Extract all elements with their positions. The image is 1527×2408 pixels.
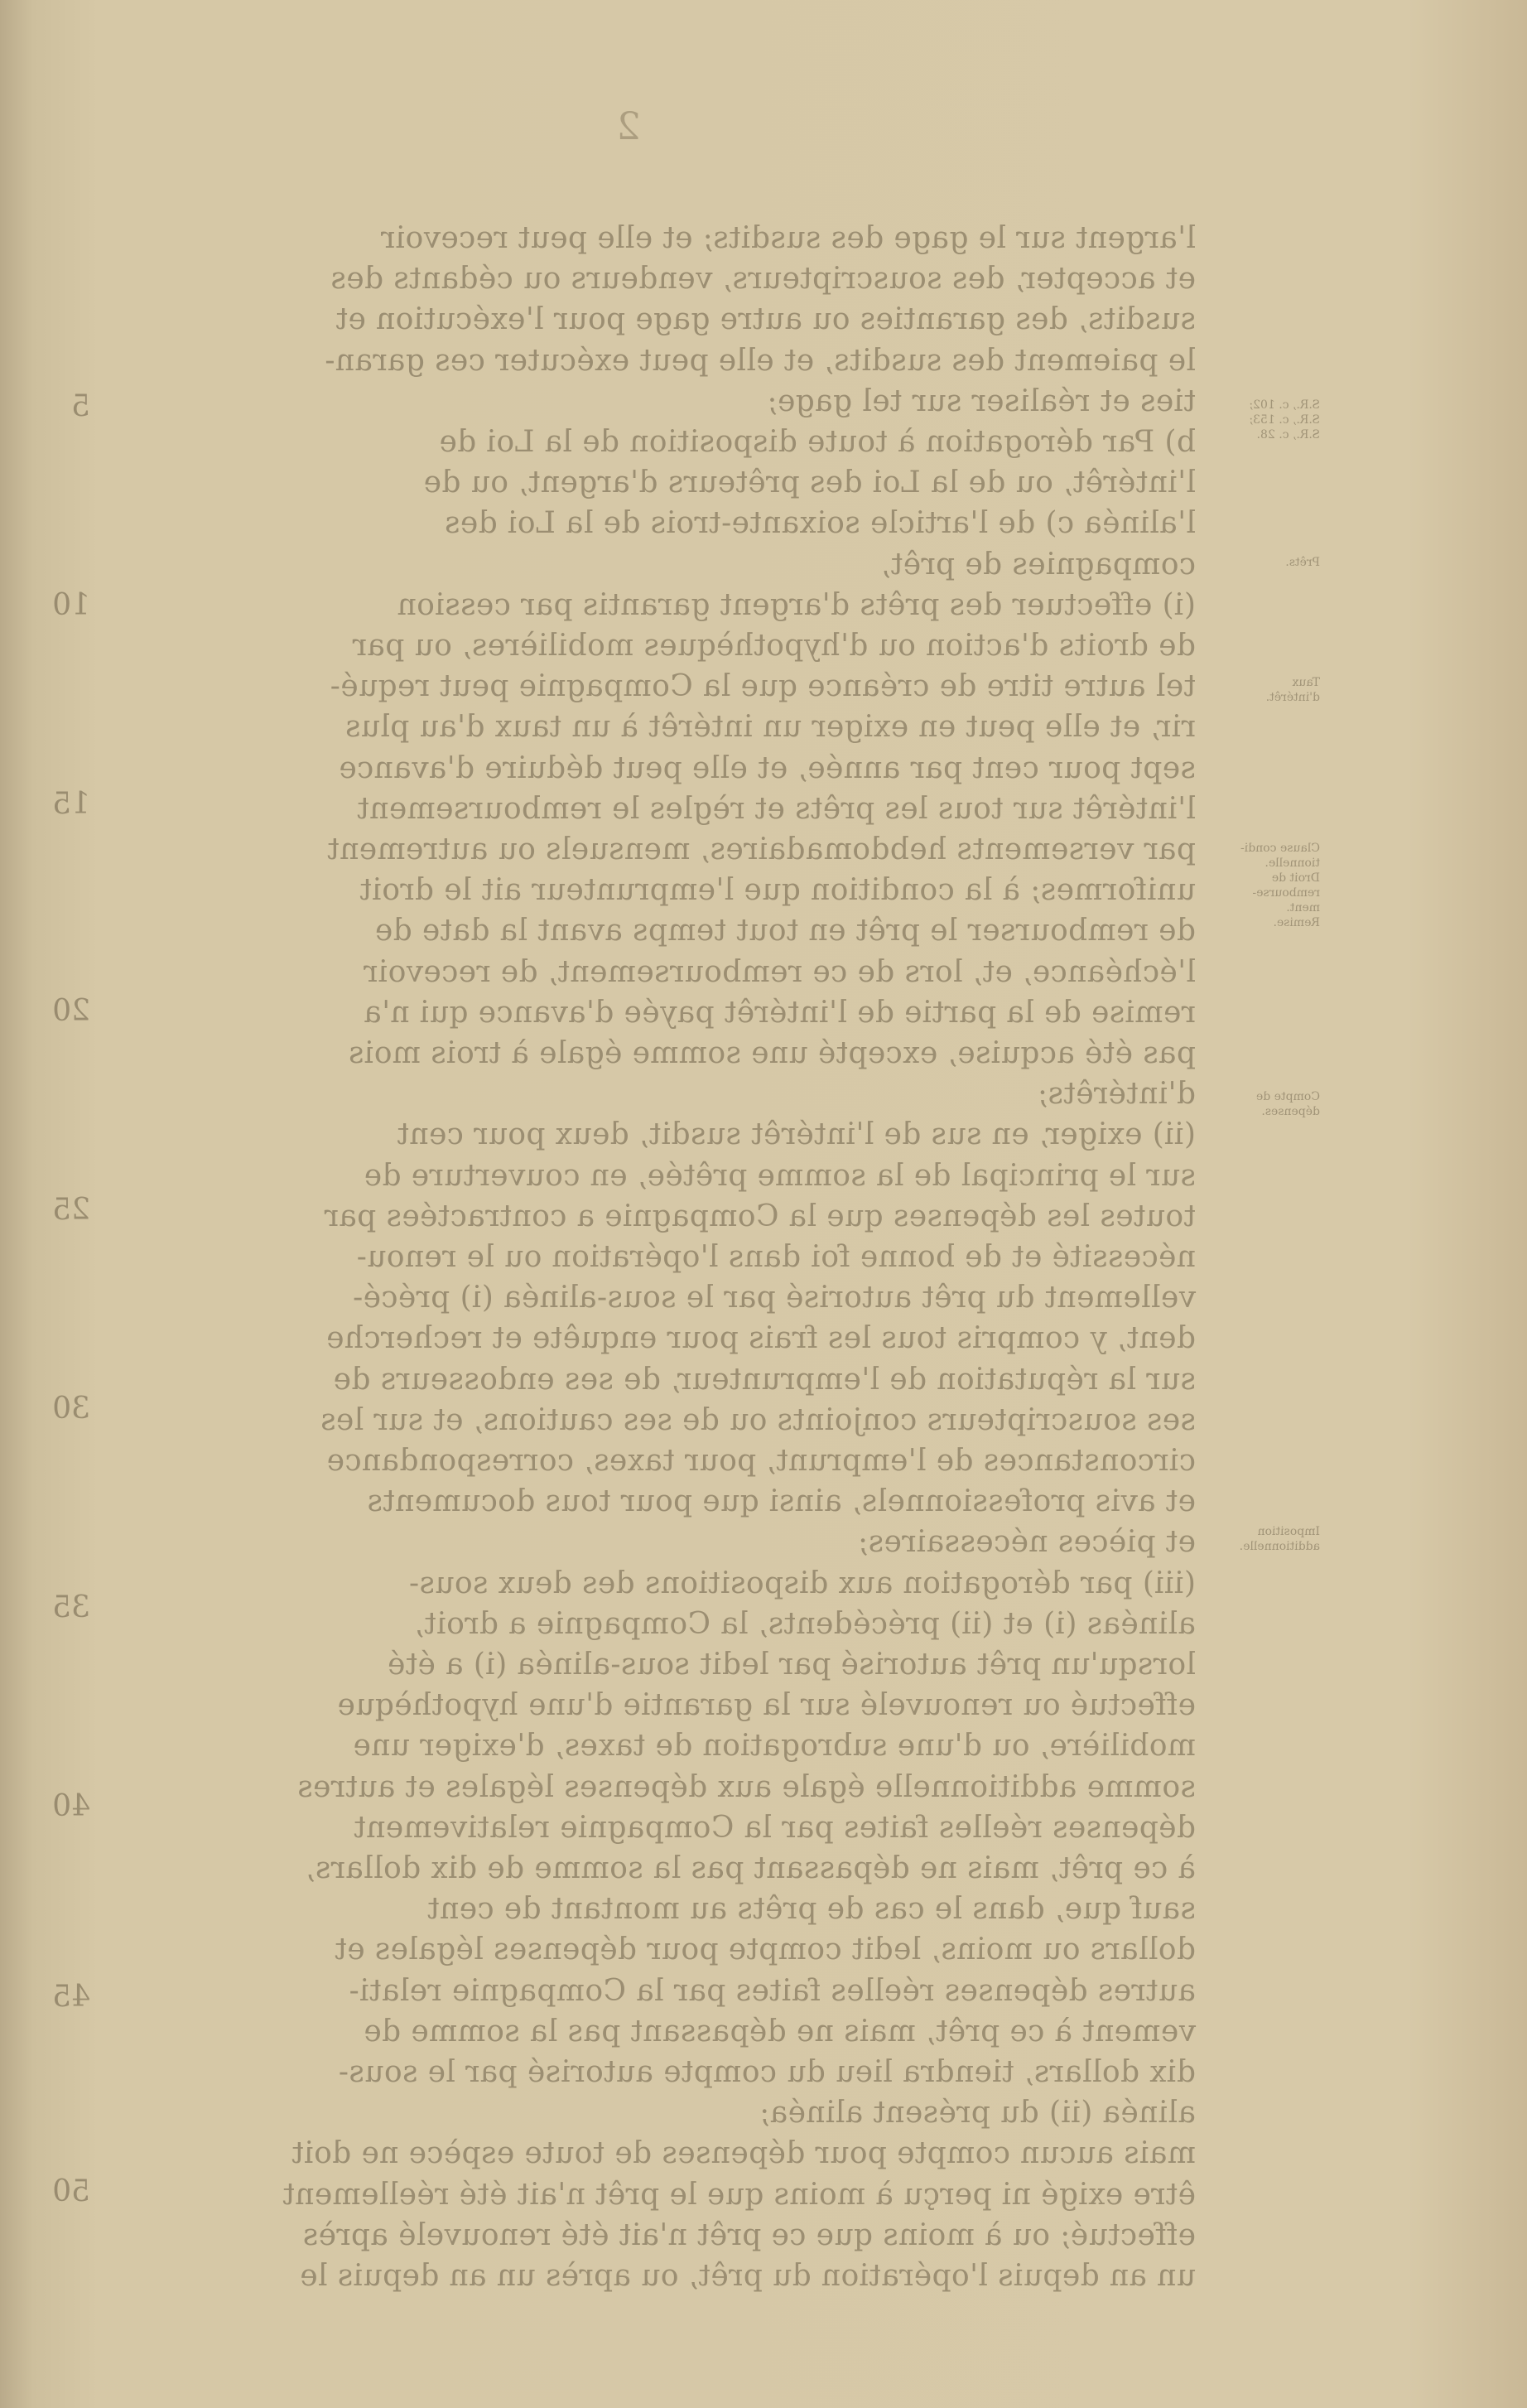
- page-number: 2: [616, 104, 641, 148]
- body-line: sept pour cent par année, et elle peut déduire d'avance: [339, 750, 1196, 785]
- body-line: mobilière, ou d'une subrogation de taxes, d'exiger une: [353, 1729, 1196, 1764]
- body-line: d'intérêts;: [1037, 1077, 1196, 1112]
- body-line: effectué ou renouvelé sur la garantie d'une hypothèque: [337, 1688, 1196, 1723]
- line-number: 20: [52, 994, 90, 1028]
- line-number: 30: [52, 1392, 90, 1426]
- body-line: (ii) exiger, en sus de l'intérêt susdit, deux pour cent: [397, 1117, 1196, 1152]
- body-line: dix dollars, tiendra lieu du compte autorisé par le sous-: [338, 2055, 1196, 2089]
- body-line: vement à ce prêt, mais ne dépassant pas la somme de: [363, 2014, 1196, 2048]
- margin-note: Compte de dépenses.: [1256, 1090, 1320, 1118]
- body-line: alinéas (i) et (ii) précédents, la Compagnie a droit,: [414, 1606, 1196, 1641]
- line-number: 45: [52, 1980, 90, 2014]
- body-line: et pièces nécessaires;: [857, 1525, 1196, 1560]
- line-number: 25: [52, 1193, 90, 1227]
- body-line: dépenses réelles faites par la Compagnie relativement: [354, 1810, 1196, 1845]
- body-line: nécessité et de bonne foi dans l'opération ou le renou-: [356, 1240, 1196, 1274]
- body-line: remise de la partie de l'intérêt payée d'avance qui n'a: [363, 995, 1196, 1030]
- line-number: 35: [52, 1590, 90, 1624]
- margin-note: S.R., c. 102; S.R., c. 153; S.R., c. 28.: [1249, 398, 1320, 442]
- body-line: susdits, des garanties ou autre gage pour l'exécution et: [335, 302, 1196, 337]
- body-line: ses souscripteurs conjoints ou de ses cautions, et sur les: [320, 1402, 1196, 1437]
- body-line: sur le principal de la somme prêtée, en couverture de: [364, 1158, 1196, 1193]
- body-line: compagnies de prêt,: [880, 547, 1196, 581]
- body-line: alinéa (ii) du présent alinéa;: [759, 2096, 1196, 2131]
- body-line: dent, y compris tous les frais pour enquête et recherche: [325, 1321, 1196, 1356]
- body-line: et avis professionnels, ainsi que pour tous documents: [367, 1484, 1196, 1519]
- line-number: 40: [52, 1789, 90, 1823]
- body-line: autres dépenses réelles faites par la Compagnie relati-: [349, 1973, 1196, 2008]
- body-line: le paiement des susdits, et elle peut exécuter ces garan-: [324, 343, 1196, 378]
- body-line: sur la réputation de l'emprunteur, de ses endosseurs de: [333, 1362, 1196, 1397]
- body-line: de droits d'action ou d'hypothèques mobilières, ou par: [352, 629, 1196, 663]
- body-line: tel autre titre de créance que la Compagnie peut requé-: [330, 669, 1196, 704]
- body-line: être exigé ni perçu à moins que le prêt n'ait été réellement: [282, 2177, 1196, 2212]
- body-line: l'intérêt, ou de la Loi des prêteurs d'argent, ou de: [423, 466, 1196, 500]
- body-line: l'argent sur le gage des susdits; et elle peut recevoir: [380, 221, 1196, 255]
- body-line: vellement du prêt autorisé par le sous-alinéa (i) précé-: [352, 1281, 1196, 1315]
- body-line: et accepter, des souscripteurs, vendeurs ou cédants des: [330, 262, 1196, 297]
- line-number: 5: [71, 389, 90, 423]
- body-line: toutes les dépenses que la Compagnie a contractées par: [324, 1199, 1196, 1233]
- body-line: (iii) par dérogation aux dispositions des deux sous-: [408, 1566, 1196, 1600]
- body-line: un an depuis l'opération du prêt, ou après un an depuis le: [299, 2259, 1196, 2293]
- line-number: 50: [52, 2174, 90, 2208]
- body-line: rir, et elle peut en exiger un intérêt à un taux d'au plus: [344, 710, 1196, 745]
- body-line: uniformes; à la condition que l'emprunteur ait le droit: [359, 873, 1196, 908]
- body-line: de rembourser le prêt en tout temps avant la date de: [374, 914, 1196, 948]
- body-line: circonstances de l'emprunt, pour taxes, correspondance: [326, 1444, 1196, 1478]
- body-line: (i) effectuer des prêts d'argent garantis par cession: [397, 587, 1196, 622]
- body-line: somme additionnelle égale aux dépenses légales et autres: [296, 1769, 1196, 1804]
- body-line: l'échéance, et, lors de ce remboursement, de recevoir: [363, 954, 1196, 989]
- body-line: par versements hebdomadaires, mensuels ou autrement: [326, 832, 1196, 866]
- line-number: 15: [52, 787, 90, 821]
- body-line: sauf que, dans le cas de prêts au montant de cent: [426, 1892, 1196, 1927]
- body-line: l'intérêt sur tous les prêts et règles le remboursement: [357, 791, 1196, 826]
- margin-note: Imposition additionnelle.: [1239, 1525, 1320, 1553]
- body-line: ties et réaliser sur tel gage;: [767, 384, 1196, 418]
- body-line: mais aucun compte pour dépenses de toute espèce ne doit: [291, 2136, 1196, 2171]
- body-line: effectué; ou à moins que ce prêt n'ait été renouvelé après: [302, 2217, 1196, 2252]
- body-line: l'alinéa c) de l'article soixante-trois de la Loi des: [444, 506, 1196, 541]
- body-line: b) Par dérogation à toute disposition de la Loi de: [439, 425, 1196, 459]
- margin-note: Clause condi- tionnelle. Droit de rembourse- ment. Remise.: [1240, 842, 1320, 929]
- margin-note: Taux d'intérêt.: [1265, 676, 1320, 704]
- body-line: à ce prêt, mais ne dépassant pas la somme de dix dollars,: [305, 1851, 1196, 1885]
- margin-note: Prêts.: [1285, 556, 1320, 569]
- body-line: lorsqu'un prêt autorisé par ledit sous-alinéa (i) a été: [387, 1648, 1196, 1682]
- line-number: 10: [52, 588, 90, 622]
- body-line: dollars ou moins, ledit compte pour dépenses légales et: [334, 1933, 1196, 1967]
- body-line: pas été acquise, excepté une somme égale à trois mois: [348, 1036, 1196, 1070]
